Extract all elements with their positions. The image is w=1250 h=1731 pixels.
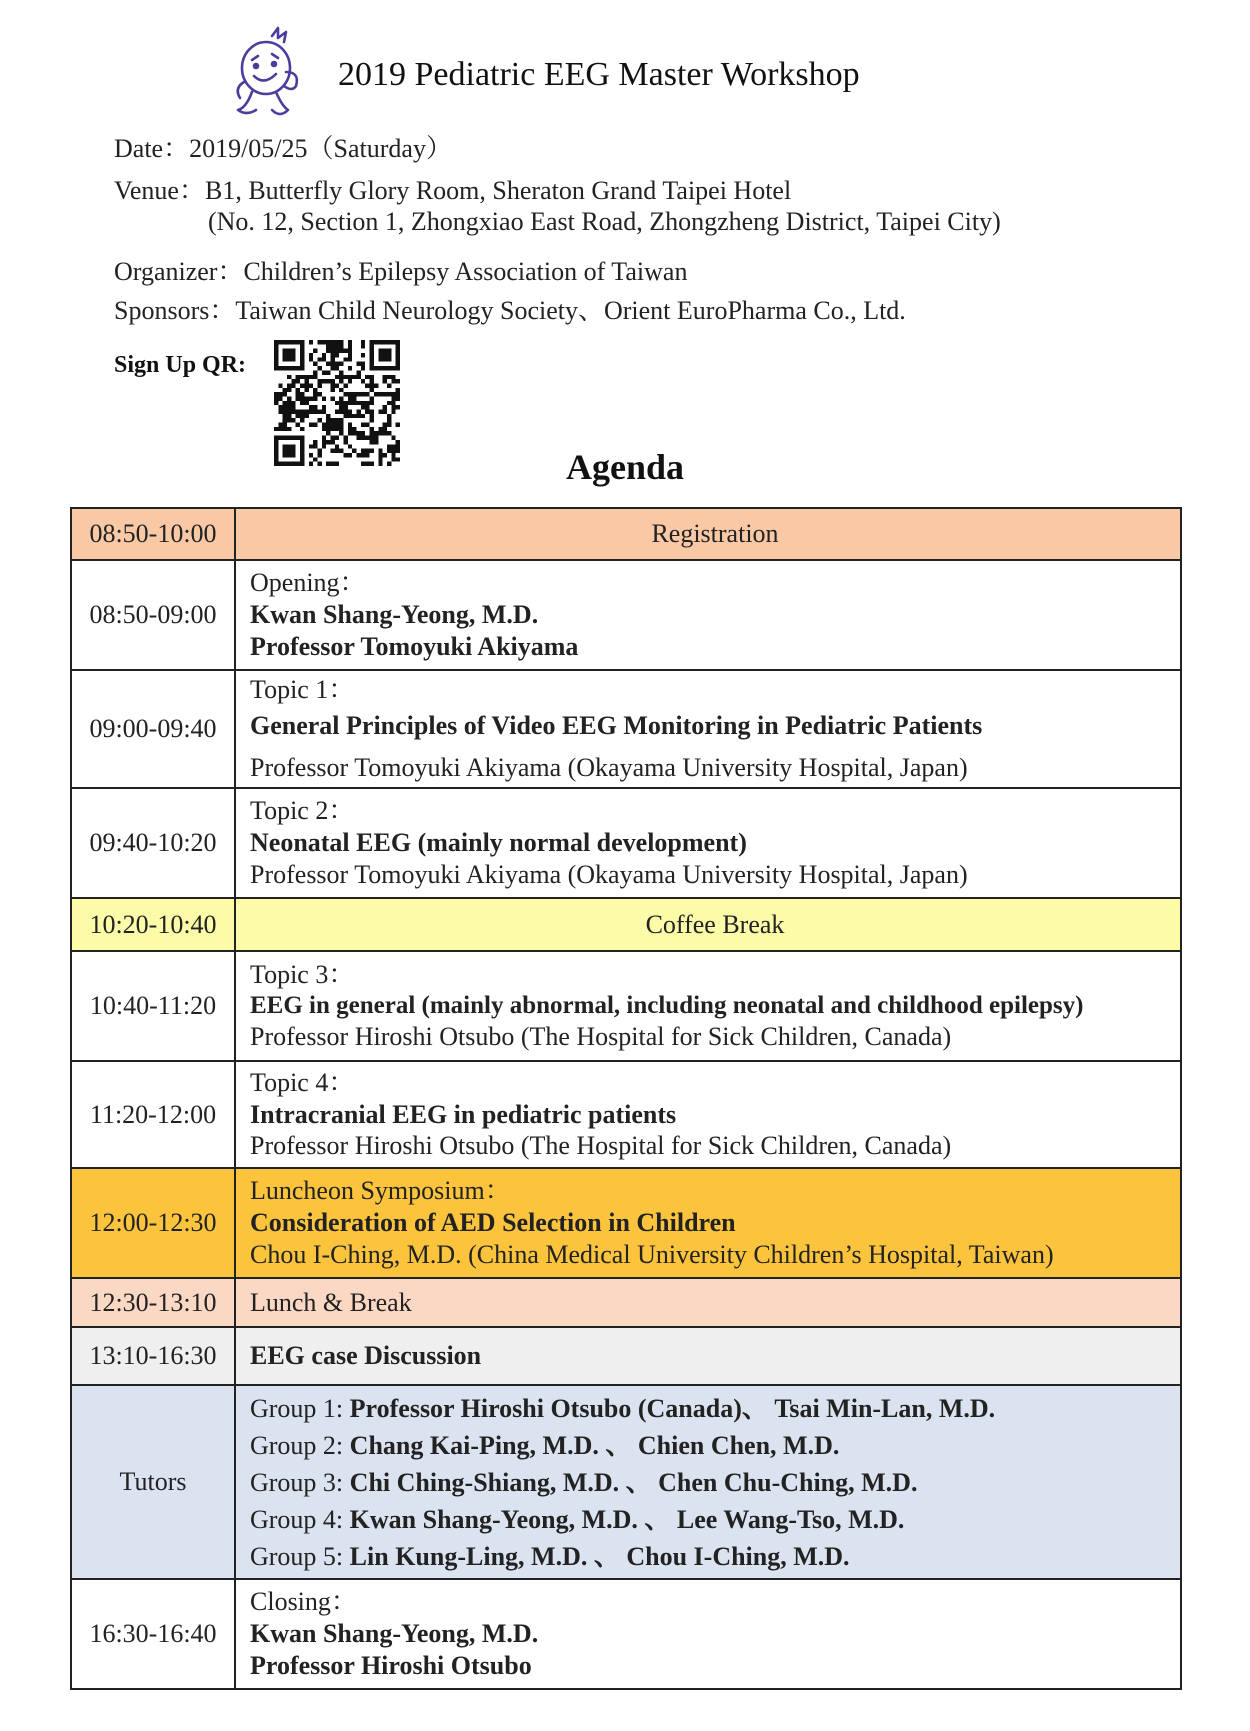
group-label: Group 5:: [250, 1541, 350, 1571]
row-content: [235, 788, 1181, 898]
row-heading: Topic 4：: [250, 1067, 355, 1097]
row-content: [235, 1579, 1181, 1689]
row-time: 08:50-10:00: [71, 508, 235, 560]
row-content: [235, 670, 1181, 788]
row-title: EEG in general (mainly abnormal, including neonatal and childhood epilepsy): [250, 991, 1084, 1019]
row-heading: Opening：: [250, 568, 366, 598]
agenda-row-case-discussion: [71, 1327, 1181, 1385]
event-venue-address: (No. 12, Section 1, Zhongxiao East Road, Zhongzheng District, Taipei City): [208, 207, 1001, 236]
row-content: [235, 1168, 1181, 1278]
group-label: Group 1:: [250, 1393, 350, 1423]
row-title: Neonatal EEG (mainly normal development): [250, 828, 747, 858]
row-time: 12:00-12:30: [71, 1168, 235, 1278]
signup-qr-label: Sign Up QR:: [114, 352, 247, 378]
row-heading: Topic 3：: [250, 960, 355, 990]
row-content: [235, 560, 1181, 670]
agenda-row-tutors: [71, 1385, 1181, 1579]
row-time: 08:50-09:00: [71, 560, 235, 670]
tutor-group: [250, 1538, 1180, 1575]
agenda-row-topic4: [71, 1061, 1181, 1168]
row-time: Tutors: [71, 1385, 235, 1579]
row-time: 16:30-16:40: [71, 1579, 235, 1689]
tutor-groups: [235, 1385, 1181, 1579]
row-label: EEG case Discussion: [235, 1327, 1181, 1385]
agenda-row-closing: [71, 1579, 1181, 1689]
tutor-group: [250, 1464, 1180, 1501]
agenda-row-opening: [71, 560, 1181, 670]
row-time: 10:40-11:20: [71, 951, 235, 1061]
agenda-row-topic3: [71, 951, 1181, 1061]
row-person: Professor Tomoyuki Akiyama: [250, 631, 579, 661]
mascot-logo-icon: [228, 26, 308, 120]
row-person: Professor Hiroshi Otsubo: [250, 1650, 532, 1680]
event-organizer: Organizer：Children’s Epilepsy Association of Taiwan: [114, 257, 688, 286]
row-person: Kwan Shang-Yeong, M.D.: [250, 1619, 539, 1649]
tutor-group: [250, 1427, 1180, 1464]
row-speaker: Professor Tomoyuki Akiyama (Okayama University Hospital, Japan): [250, 752, 968, 782]
row-heading: Luncheon Symposium：: [250, 1176, 511, 1206]
agenda-row-luncheon: [71, 1168, 1181, 1278]
row-content: [235, 951, 1181, 1061]
agenda-row-registration: [71, 508, 1181, 560]
event-date: Date：2019/05/25（Saturday）: [114, 134, 452, 163]
agenda-row-topic1: [71, 670, 1181, 788]
row-time: 12:30-13:10: [71, 1278, 235, 1327]
row-title: Intracranial EEG in pediatric patients: [250, 1099, 677, 1129]
event-venue: Venue：B1, Butterfly Glory Room, Sheraton Grand Taipei Hotel: [114, 176, 792, 205]
row-speaker: Professor Tomoyuki Akiyama (Okayama University Hospital, Japan): [250, 859, 968, 889]
tutor-group: [250, 1501, 1180, 1538]
row-speaker: Chou I-Ching, M.D. (China Medical University Children’s Hospital, Taiwan): [250, 1239, 1054, 1269]
row-heading: Topic 2：: [250, 796, 355, 826]
group-tutors: Chi Ching-Shiang, M.D. 、 Chen Chu-Ching, M.D.: [349, 1467, 918, 1497]
event-sponsors: Sponsors：Taiwan Child Neurology Society、Orient EuroPharma Co., Ltd.: [114, 296, 906, 325]
row-content: [235, 1061, 1181, 1168]
agenda-row-topic2: [71, 788, 1181, 898]
group-label: Group 3:: [250, 1467, 350, 1497]
row-speaker: Professor Hiroshi Otsubo (The Hospital for Sick Children, Canada): [250, 1131, 952, 1161]
group-tutors: Chang Kai-Ping, M.D. 、 Chien Chen, M.D.: [349, 1430, 840, 1460]
row-heading: Topic 1：: [250, 675, 355, 705]
row-label: Coffee Break: [235, 898, 1181, 951]
group-tutors: Lin Kung-Ling, M.D. 、 Chou I-Ching, M.D.: [349, 1541, 850, 1571]
row-heading: Closing：: [250, 1587, 357, 1617]
group-tutors: Professor Hiroshi Otsubo (Canada)、 Tsai Min-Lan, M.D.: [349, 1393, 996, 1423]
agenda-table: [70, 507, 1182, 1690]
row-time: 09:40-10:20: [71, 788, 235, 898]
tutor-group: [250, 1390, 1180, 1427]
agenda-row-lunch: [71, 1278, 1181, 1327]
agenda-heading: Agenda: [565, 447, 685, 487]
row-time: 13:10-16:30: [71, 1327, 235, 1385]
group-label: Group 4:: [250, 1504, 350, 1534]
row-person: Kwan Shang-Yeong, M.D.: [250, 600, 539, 630]
page-title: 2019 Pediatric EEG Master Workshop: [338, 56, 860, 93]
row-title: Consideration of AED Selection in Children: [250, 1208, 736, 1238]
row-label: Registration: [235, 508, 1181, 560]
row-title: General Principles of Video EEG Monitoring in Pediatric Patients: [250, 711, 983, 741]
row-time: 09:00-09:40: [71, 670, 235, 788]
agenda-row-coffee: [71, 898, 1181, 951]
row-speaker: Professor Hiroshi Otsubo (The Hospital for Sick Children, Canada): [250, 1022, 952, 1052]
row-time: 11:20-12:00: [71, 1061, 235, 1168]
group-tutors: Kwan Shang-Yeong, M.D. 、 Lee Wang-Tso, M.D.: [349, 1504, 905, 1534]
group-label: Group 2:: [250, 1430, 350, 1460]
row-label: Lunch & Break: [235, 1278, 1181, 1327]
row-time: 10:20-10:40: [71, 898, 235, 951]
